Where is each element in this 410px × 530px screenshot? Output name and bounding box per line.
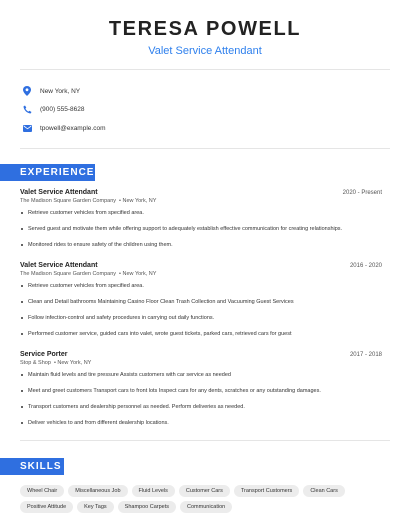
job-entry <box>20 262 382 347</box>
job-bullets <box>20 372 382 436</box>
phone-icon <box>22 105 32 115</box>
experience-list <box>0 181 410 436</box>
job-title: Valet Service Attendant <box>20 188 98 196</box>
job-bullet: Maintain fluid levels and tire pressure Assists customers with car service as needed <box>20 372 382 388</box>
skill-chip: Customer Cars <box>179 485 230 497</box>
experience-heading: EXPERIENCE <box>0 164 95 181</box>
job-bullet: Served guest and motivate them while offering support to adequately establish effective communication for creating relationships. <box>20 226 382 242</box>
job-bullet: Retrieve customer vehicles from specified area. <box>20 210 382 226</box>
contact-divider <box>20 148 390 149</box>
job-dates: 2020 - Present <box>342 189 382 196</box>
contact-location-text: New York, NY <box>40 87 81 95</box>
skills-heading: SKILLS <box>0 458 64 475</box>
job-bullet: Transport customers and dealership personnel as needed. Perform deliveries as needed. <box>20 404 382 420</box>
job-bullet: Retrieve customer vehicles from specified area. <box>20 283 382 299</box>
job-location: New York, NY <box>122 270 157 277</box>
job-location: New York, NY <box>122 197 157 204</box>
job-bullets <box>20 210 382 258</box>
candidate-name: TERESA POWELL <box>108 18 302 40</box>
job-company: Stop & Shop <box>20 359 51 366</box>
skill-chip: Clean Cars <box>303 485 345 497</box>
experience-divider <box>20 440 390 441</box>
contact-email <box>22 119 410 138</box>
skill-chip: Fluid Levels <box>132 485 175 497</box>
contact-list <box>0 70 410 148</box>
job-bullet: Follow infection-control and safety procedures in carrying out daily functions. <box>20 315 382 331</box>
skills-list <box>0 475 390 513</box>
resume-header <box>0 0 410 57</box>
contact-location <box>22 82 410 101</box>
job-bullet: Clean and Detail bathrooms Maintaining Casino Floor Clean Trash Collection and Vacuuming Guest Services <box>20 299 382 315</box>
job-bullet: Performed customer service, guided cars into valet, wrote guest tickets, parked cars, retrieved cars for guest <box>20 331 382 347</box>
job-location: New York, NY <box>57 359 92 366</box>
skill-chip: Miscellaneous Job <box>68 485 127 497</box>
job-title: Service Porter <box>20 350 68 358</box>
contact-phone <box>22 101 410 120</box>
contact-email-text: tpowell@example.com <box>40 124 106 132</box>
location-pin-icon <box>22 86 32 96</box>
candidate-title: Valet Service Attendant <box>148 45 262 57</box>
job-dates: 2016 - 2020 <box>349 262 382 269</box>
job-company-line: The Madison Square Garden Company • New York, NY <box>20 197 157 204</box>
skill-chip: Positive Attitude <box>20 501 73 513</box>
job-company: The Madison Square Garden Company <box>20 270 116 277</box>
job-company: The Madison Square Garden Company <box>20 197 116 204</box>
email-icon <box>22 123 32 133</box>
skill-chip: Communication <box>180 501 232 513</box>
job-title: Valet Service Attendant <box>20 261 98 269</box>
job-bullet: Monitored rides to ensure safety of the children using them. <box>20 242 382 258</box>
job-company-line: The Madison Square Garden Company • New York, NY <box>20 270 157 277</box>
job-company-line: Stop & Shop • New York, NY <box>20 359 92 366</box>
skill-chip: Key Tags <box>77 501 114 513</box>
skill-chip: Transport Customers <box>234 485 299 497</box>
skill-chip: Shampoo Carpets <box>118 501 176 513</box>
job-bullet: Meet and greet customers Transport cars to front lots Inspect cars for any dents, scratches or any outstanding damages. <box>20 388 382 404</box>
contact-phone-text: (900) 555-8628 <box>40 106 85 114</box>
skill-chip: Wheel Chair <box>20 485 64 497</box>
job-bullets <box>20 283 382 347</box>
job-entry <box>20 189 382 258</box>
job-bullet: Deliver vehicles to and from different dealership locations. <box>20 420 382 436</box>
job-dates: 2017 - 2018 <box>349 351 382 358</box>
job-entry <box>20 351 382 436</box>
